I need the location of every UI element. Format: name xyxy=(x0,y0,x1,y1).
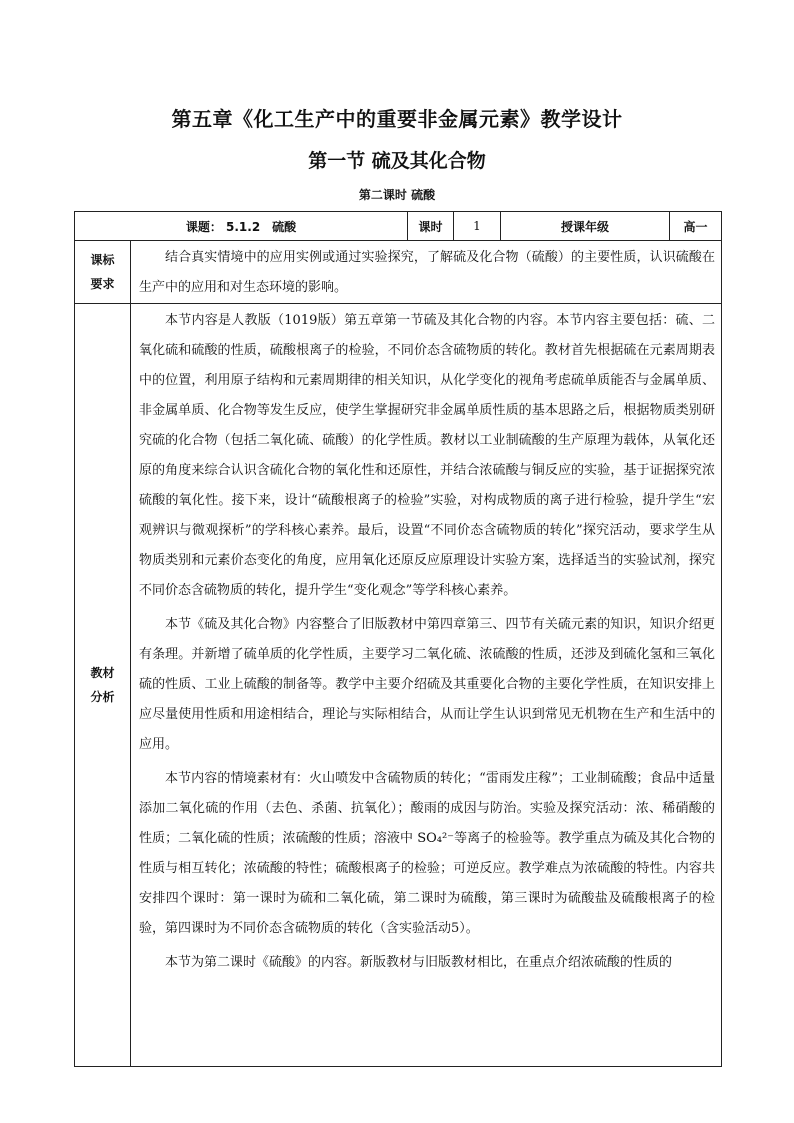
lesson-design-table xyxy=(74,211,722,1067)
analysis-label-line1: 教材 xyxy=(90,666,115,680)
lesson-subtitle: 第二课时 硫酸 xyxy=(358,188,436,202)
topic-label: 课题： xyxy=(185,219,222,234)
analysis-label-line2: 分析 xyxy=(90,690,115,704)
hours-value: 1 xyxy=(454,212,501,241)
section-title: 第一节 硫及其化合物 xyxy=(308,150,486,172)
analysis-paragraph: 本节《硫及其化合物》内容整合了旧版教材中第四章第三、四节有关硫元素的知识，知识介绍更有条理。并新增了硫单质的化学性质，主要学习二氧化硫、浓硫酸的性质，还涉及到硫化氢和三氧化硫的性质、工业上硫酸的制备等。教学中主要介绍硫及其重要化合物的主要化学性质，在知识安排上应尽量使用性质和用途相结合，理论与实际相结合，从而让学生认识到常见无机物在生产和生活中的应用。 xyxy=(139,617,715,752)
standard-row xyxy=(75,241,722,304)
standard-content xyxy=(131,241,722,304)
analysis-row xyxy=(75,304,722,1067)
standard-label-line1: 课标 xyxy=(90,253,115,267)
info-row xyxy=(75,212,722,241)
document-main-title: 第五章《化工生产中的重要非金属元素》教学设计 xyxy=(171,107,623,131)
standard-text: 结合真实情境中的应用实例或通过实验探究，了解硫及化合物（硫酸）的主要性质，认识硫酸在生产中的应用和对生态环境的影响。 xyxy=(139,250,715,295)
topic-value: 5.1.2 硫酸 xyxy=(226,219,297,234)
analysis-paragraph: 本节内容是人教版（1019版）第五章第一节硫及其化合物的内容。本节内容主要包括：硫、二氧化硫和硫酸的性质，硫酸根离子的检验，不同价态含硫物质的转化。教材首先根据硫在元素周期表中的位置，利用原子结构和元素周期律的相关知识，从化学变化的视角考虑硫单质能否与金属单质、非金属单质、化合物等发生反应，使学生掌握研究非金属单质性质的基本思路之后，根据物质类别研究硫的化合物（包括二氧化硫、硫酸）的化学性质。教材以工业制硫酸的生产原理为载体，从氧化还原的角度来综合认识含硫化合物的氧化性和还原性，并结合浓硫酸与铜反应的实验，基于证据探究浓硫酸的氧化性。接下来，设计“硫酸根离子的检验”实验，对构成物质的离子进行检验，提升学生“宏观辨识与微观探析”的学科核心素养。最后，设置“不同价态含硫物质的转化”探究活动，要求学生从物质类别和元素价态变化的角度，应用氧化还原反应原理设计实验方案，选择适当的实验试剂，探究不同价态含硫物质的转化，提升学生“变化观念”等学科核心素养。 xyxy=(139,313,715,598)
standard-label xyxy=(75,241,131,304)
hours-label: 课时 xyxy=(408,212,454,241)
analysis-paragraph: 本节内容的情境素材有：火山喷发中含硫物质的转化；“雷雨发庄稼”；工业制硫酸；食品中适量添加二氧化硫的作用（去色、杀菌、抗氧化）；酸雨的成因与防治。实验及探究活动：浓、稀硝酸的性质；二氧化硫的性质；浓硫酸的性质；溶液中 SO₄²⁻等离子的检验等。教学重点为硫及其化合物的性质与相互转化；浓硫酸的特性；硫酸根离子的检验；可逆反应。教学难点为浓硫酸的特性。内容共安排四个课时：第一课时为硫和二氧化硫，第二课时为硫酸，第三课时为硫酸盐及硫酸根离子的检验，第四课时为不同价态含硫物质的转化（含实验活动5）。 xyxy=(139,771,715,936)
analysis-paragraph: 本节为第二课时《硫酸》的内容。新版教材与旧版教材相比，在重点介绍浓硫酸的性质的 xyxy=(165,955,673,970)
standard-label-line2: 要求 xyxy=(90,277,115,291)
analysis-label xyxy=(75,304,131,1067)
analysis-content xyxy=(131,304,722,1067)
grade-label: 授课年级 xyxy=(501,212,670,241)
grade-value: 高一 xyxy=(670,212,722,241)
topic-cell xyxy=(75,212,408,241)
